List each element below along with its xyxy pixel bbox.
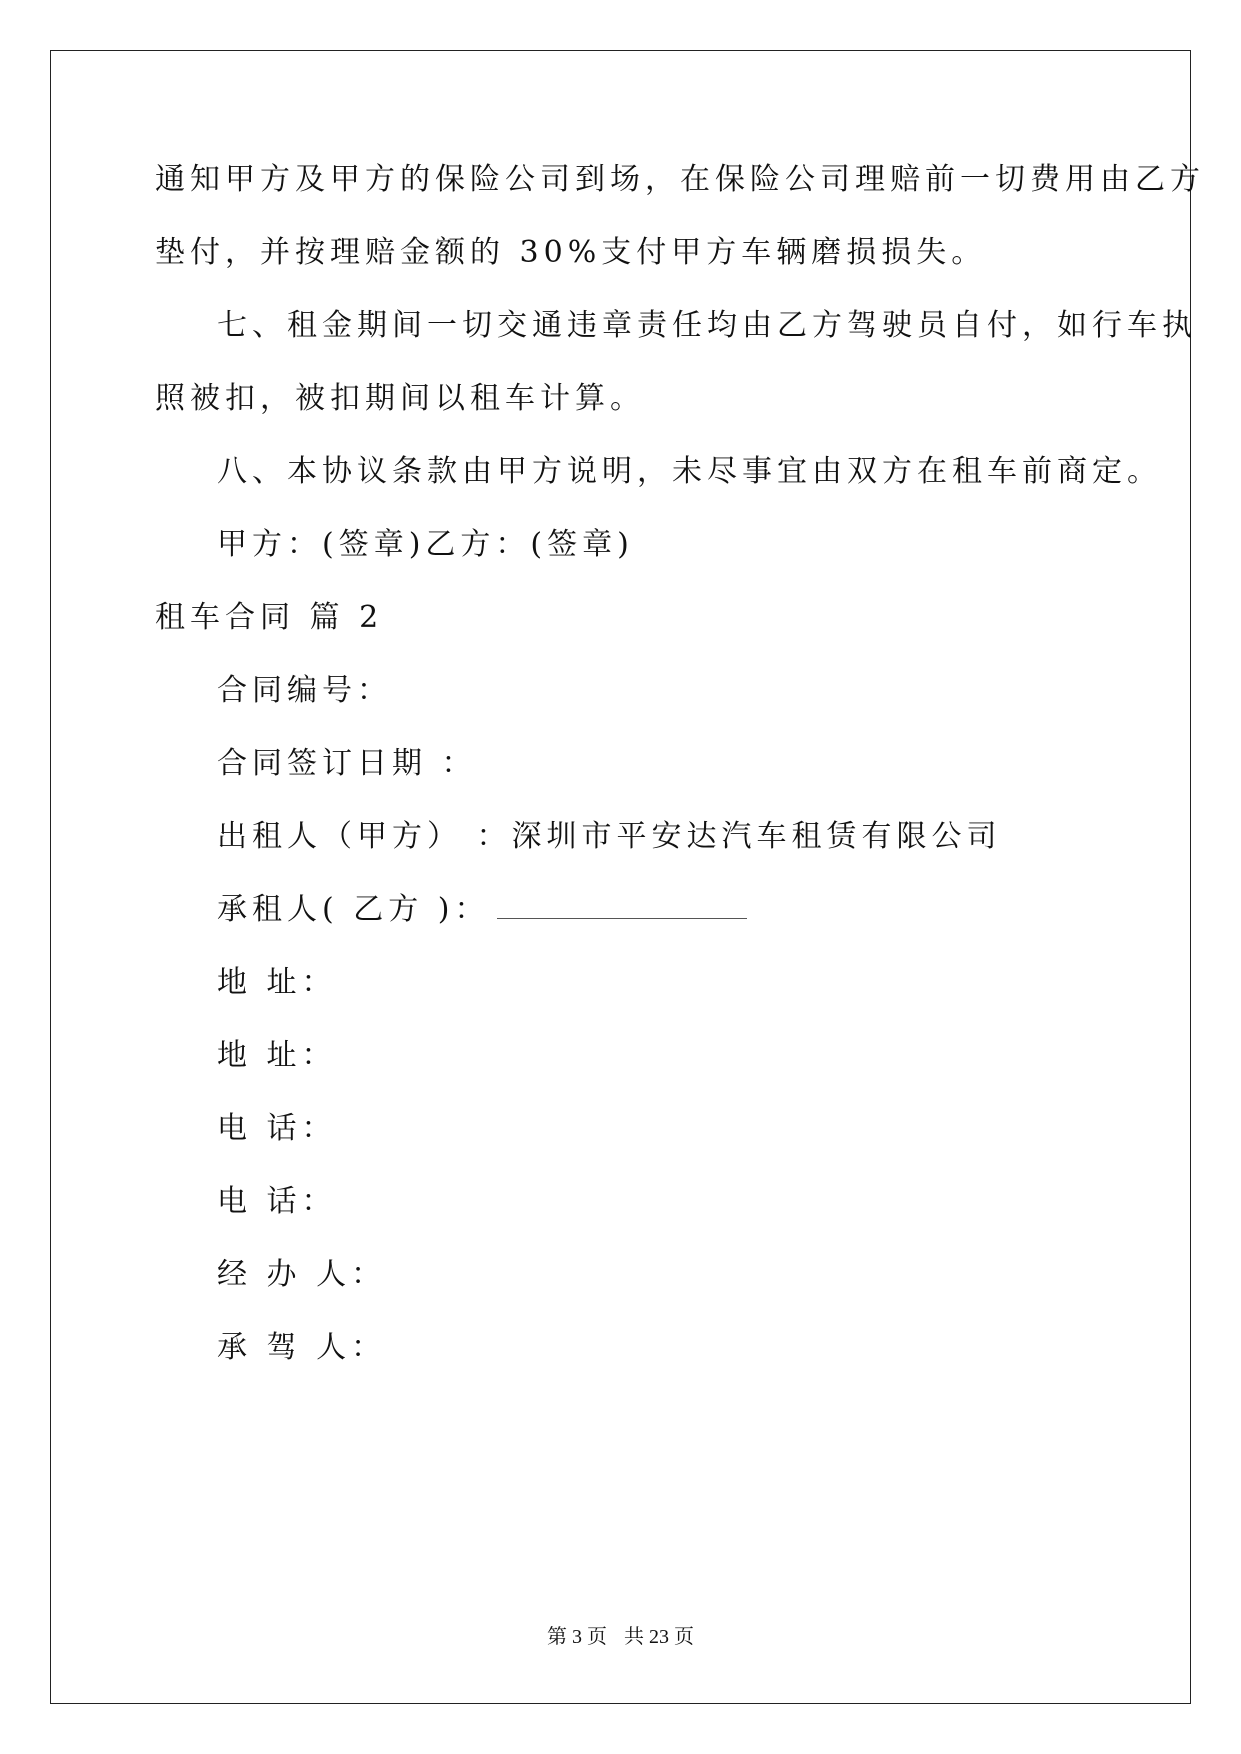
- phone-field: 电 话：: [217, 1111, 337, 1146]
- address-field: 地 址：: [217, 1038, 337, 1073]
- paragraph-line: 垫付，并按理赔金额的 30%支付甲方车辆磨损损失。: [155, 235, 987, 270]
- lessee-blank-line: [497, 892, 747, 919]
- signature-line: 甲方：(签章)乙方：(签章): [217, 527, 634, 562]
- handler-field: 经 办 人：: [217, 1257, 387, 1292]
- lessee-label: 承租人( 乙方 )：: [217, 892, 490, 927]
- lessor-field: 出租人（甲方） ：深圳市平安达汽车租赁有限公司: [217, 819, 1002, 854]
- page-border: [50, 50, 1191, 1704]
- contract-number-field: 合同编号：: [217, 673, 392, 708]
- clause-seven-line: 七、租金期间一切交通违章责任均由乙方驾驶员自付，如行车执: [217, 308, 1197, 343]
- driver-field: 承 驾 人：: [217, 1330, 387, 1365]
- clause-eight: 八、本协议条款由甲方说明，未尽事宜由双方在租车前商定。: [217, 454, 1162, 489]
- lessee-field: [217, 890, 747, 930]
- address-field: 地 址：: [217, 965, 337, 1000]
- clause-seven-line: 照被扣，被扣期间以租车计算。: [155, 381, 645, 416]
- page-number: 第 3 页: [547, 1626, 607, 1648]
- total-pages: 共 23 页: [624, 1626, 694, 1648]
- phone-field: 电 话：: [217, 1184, 337, 1219]
- page-footer: [0, 1620, 1241, 1649]
- section-heading: 租车合同 篇 2: [155, 600, 384, 635]
- paragraph-line: 通知甲方及甲方的保险公司到场，在保险公司理赔前一切费用由乙方: [155, 162, 1205, 197]
- sign-date-field: 合同签订日期 ：: [217, 746, 477, 781]
